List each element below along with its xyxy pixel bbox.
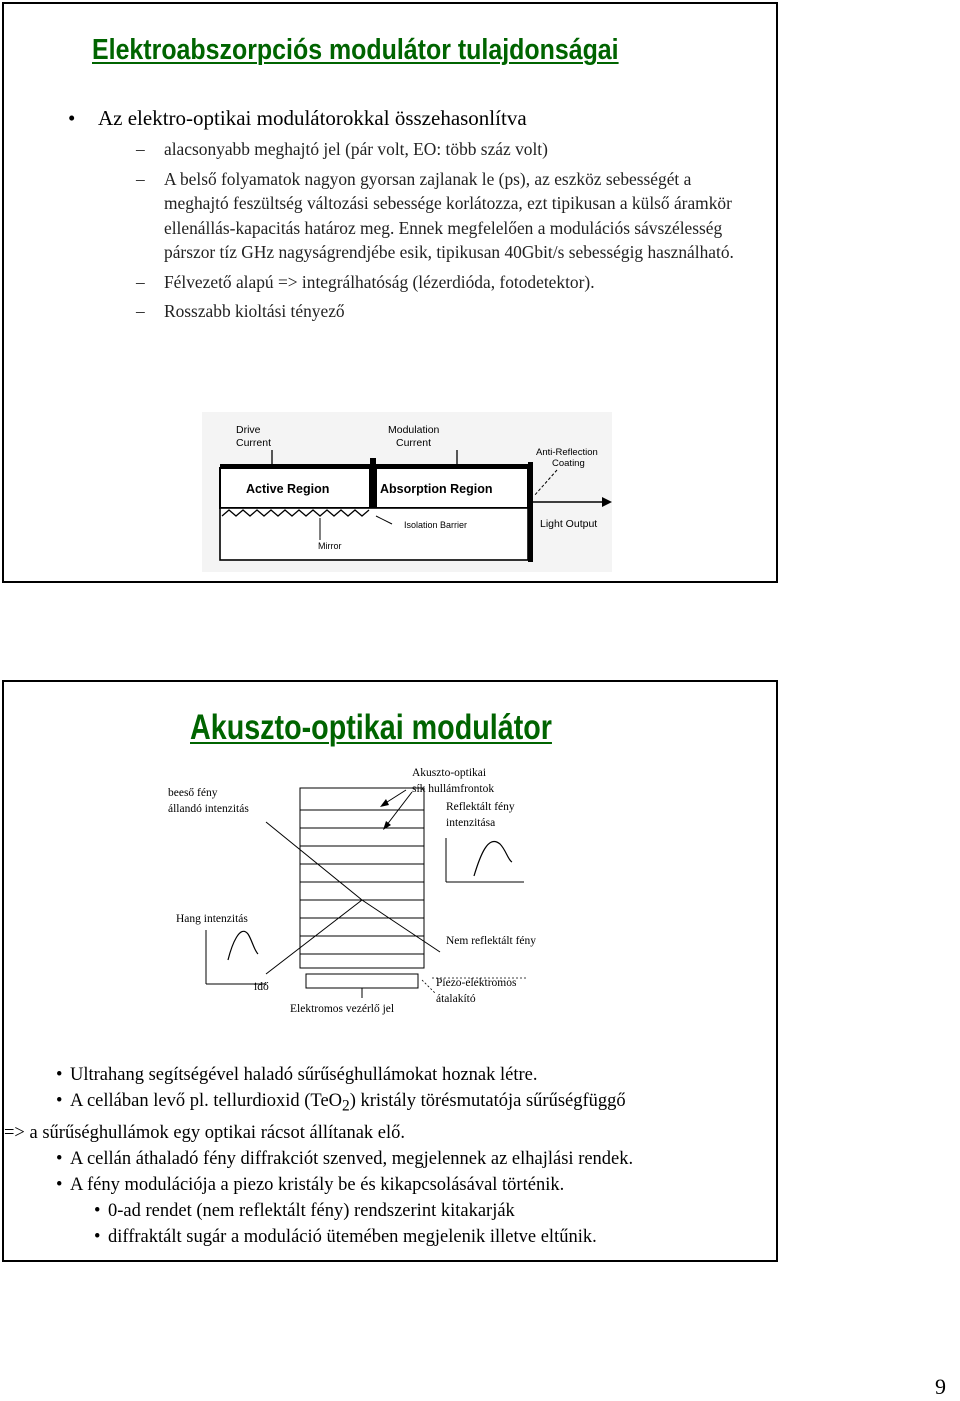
sub-bullet-text: 0-ad rendet (nem reflektált fény) rendszerint kitakarják bbox=[108, 1200, 515, 1221]
wavefronts-label: sík hullámfrontok bbox=[412, 783, 495, 795]
substrate bbox=[220, 508, 528, 560]
sub-bullet-text: A belső folyamatok nagyon gyorsan zajlanak le (ps), az eszköz sebességét a meghajtó feszültség változási sebessége korlátozza, ezt tipikusan a külső áramkör ellenállás-kapacitás határoz meg. Ennek megfelelően a modulációs sávszélesség párszor tíz GHz nagyságrendjébe esik, tipikusan 40Gbit/s sebességig használható. bbox=[164, 168, 734, 262]
bullet-continuation: => a sűrűséghullámok egy optikai rácsot állítanak elő. bbox=[4, 1122, 406, 1143]
modulation-current-label-1: Modulation bbox=[388, 424, 440, 436]
bullet-dot: • bbox=[56, 1148, 63, 1169]
reflected-intensity-curve bbox=[474, 842, 512, 876]
bullet-dot: • bbox=[56, 1091, 63, 1111]
non-reflected-label: Nem reflektált fény bbox=[446, 935, 537, 947]
piezo-label-2: átalakító bbox=[436, 993, 476, 1005]
electroabsorption-modulator-figure bbox=[202, 412, 612, 572]
sub-bullet-item bbox=[98, 270, 758, 295]
bullet-dot: • bbox=[56, 1065, 63, 1085]
sound-intensity-label: Hang intenzitás bbox=[176, 913, 248, 925]
bullet-item bbox=[56, 1172, 756, 1198]
bullet-text-cont: ) kristály törésmutatója sűrűségfüggő bbox=[349, 1091, 626, 1111]
sub-bullet-text: Rosszabb kioltási tényező bbox=[164, 301, 345, 321]
sub-bullet-list bbox=[98, 137, 758, 324]
sub-bullet-text: Félvezető alapú => integrálhatóság (lézerdióda, fotodetektor). bbox=[164, 271, 595, 292]
bullet-dot: • bbox=[56, 1174, 63, 1195]
crystal-cell bbox=[300, 788, 424, 968]
bullet-item bbox=[56, 1146, 756, 1172]
slide-2 bbox=[2, 680, 778, 1262]
sub-bullet-item bbox=[98, 137, 758, 162]
dash-marker: – bbox=[136, 168, 145, 189]
isolation-barrier-label: Isolation Barrier bbox=[404, 520, 468, 530]
anti-reflection-label-2: Coating bbox=[552, 458, 585, 469]
sub-bullet-item bbox=[98, 167, 758, 265]
bullet-dot: • bbox=[94, 1200, 101, 1221]
bullet-item bbox=[68, 104, 758, 324]
absorption-region-label: Absorption Region bbox=[380, 482, 493, 496]
slide-1-title: Elektroabszorpciós modulátor tulajdonságai bbox=[92, 34, 619, 66]
light-output-label: Light Output bbox=[540, 518, 598, 530]
electric-control-label: Elektromos vezérlő jel bbox=[290, 1003, 395, 1015]
dash-marker: – bbox=[136, 139, 145, 159]
dash-marker: – bbox=[136, 301, 145, 321]
bullet-dot: • bbox=[68, 106, 76, 130]
bullet-dot: • bbox=[94, 1226, 101, 1247]
bullet-text: Ultrahang segítségével haladó sűrűséghullámokat hoznak létre. bbox=[70, 1065, 538, 1085]
piezo-pointer bbox=[422, 980, 436, 994]
drive-current-label-2: Current bbox=[236, 437, 272, 449]
sub-bullet-text: diffraktált sugár a moduláció ütemében megjelenik illetve eltűnik. bbox=[108, 1226, 597, 1247]
page-number: 9 bbox=[935, 1374, 946, 1399]
time-label: idő bbox=[254, 981, 269, 993]
slide-2-title: Akuszto-optikai modulátor bbox=[190, 708, 552, 747]
modulation-current-label-2: Current bbox=[396, 437, 432, 449]
ao-plane-label: Akuszto-optikai bbox=[412, 767, 487, 779]
active-region-label: Active Region bbox=[246, 482, 330, 496]
bullet-text: A cellában levő pl. tellurdioxid (TeO bbox=[70, 1091, 343, 1111]
incident-light-label: beeső fény bbox=[168, 787, 218, 799]
sub-bullet-item bbox=[56, 1224, 756, 1250]
bullet-text: A cellán áthaladó fény diffrakciót szenved, megjelennek az elhajlási rendek. bbox=[70, 1148, 634, 1169]
piezo-label-1: Piezo-elektromos bbox=[436, 977, 517, 989]
subscript-2: 2 bbox=[342, 1097, 350, 1115]
piezo-transducer bbox=[306, 974, 418, 988]
mirror-label: Mirror bbox=[318, 541, 342, 551]
anti-reflection-label-1: Anti-Reflection bbox=[536, 447, 598, 458]
slide-1 bbox=[2, 2, 778, 583]
bullet-text: A fény modulációja a piezo kristály be és kikapcsolásával történik. bbox=[70, 1174, 565, 1195]
slide-2-bullet-list bbox=[4, 1062, 756, 1250]
sub-bullet-item bbox=[56, 1198, 756, 1224]
reflected-intensity-label: intenzitása bbox=[446, 817, 496, 829]
sound-intensity-curve bbox=[228, 931, 258, 960]
bullet-text: Az elektro-optikai modulátorokkal összehasonlítva bbox=[98, 106, 527, 130]
drive-current-label-1: Drive bbox=[236, 424, 261, 436]
slide-1-bullet-list bbox=[68, 104, 758, 324]
reflected-light-label: Reflektált fény bbox=[446, 801, 515, 813]
bullet-item bbox=[56, 1062, 756, 1088]
constant-intensity-label: állandó intenzitás bbox=[168, 803, 249, 815]
dash-marker: – bbox=[136, 271, 145, 292]
sub-bullet-item bbox=[98, 299, 758, 324]
bullet-item bbox=[56, 1088, 756, 1120]
sub-bullet-text: alacsonyabb meghajtó jel (pár volt, EO: több száz volt) bbox=[164, 139, 548, 159]
